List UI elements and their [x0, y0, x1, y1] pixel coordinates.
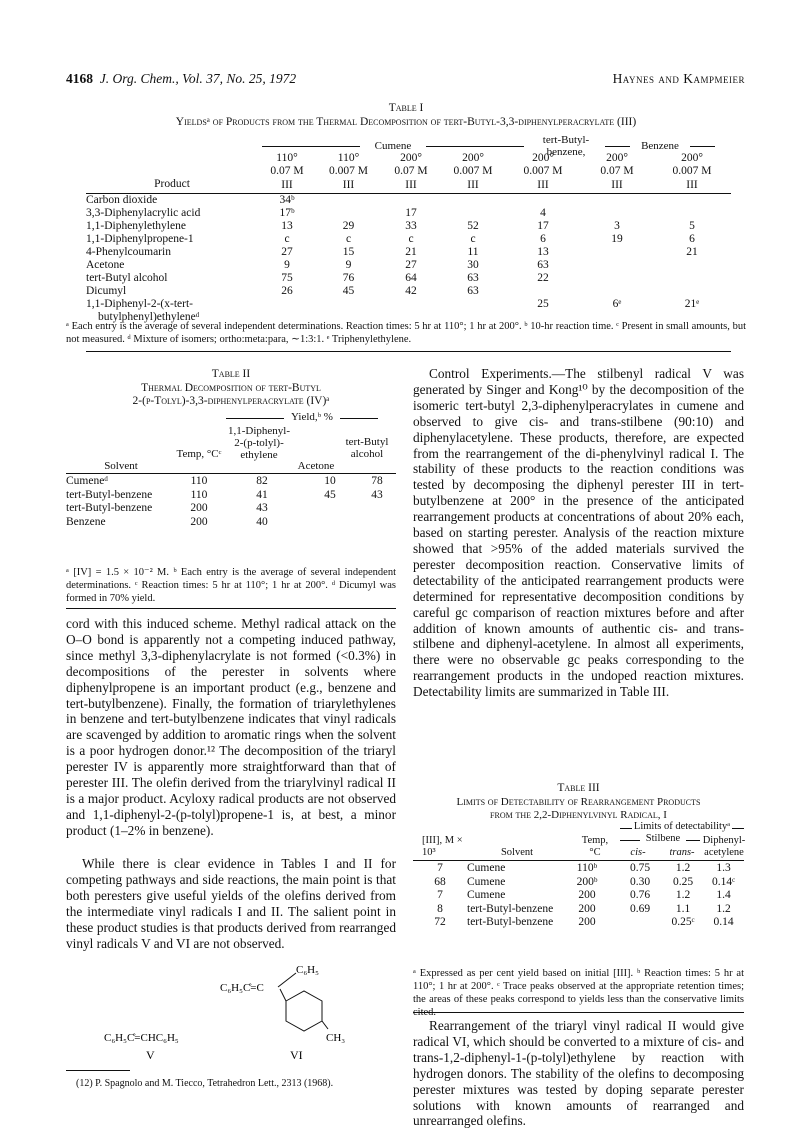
table2-h-dpe: 1,1-Diphenyl-2-(p-tolyl)-ethylene: [227, 425, 290, 461]
t1-conc: 0.007 M: [329, 165, 368, 177]
table-cell: 75: [281, 272, 293, 284]
table-row: [86, 246, 731, 259]
table-row: [86, 272, 731, 285]
right-paragraph-2: Rearrangement of the triaryl vinyl radical II would give radical VI, which should be converted to a mixture of cis- and trans-1,2-diphenyl-1-(p-tolyl)ethylene by reaction with hydrogen donors. The stability of the olefins to decomposing perester mixtures was tested by doping separate perester solutions with known amounts of rearranged and unrearranged olefins.: [413, 1018, 744, 1129]
page-number: 4168: [66, 71, 93, 86]
product-name: Dicumyl: [86, 285, 127, 297]
table-cell: 9: [284, 259, 290, 271]
t1-temp: 200°: [681, 152, 703, 164]
table-cell: [302, 502, 358, 516]
table-cell: [653, 207, 731, 220]
table2-h-temp: Temp, °Cᶜ: [176, 448, 222, 460]
table-cell: 0.25: [672, 875, 694, 888]
table-cell: 21: [405, 246, 417, 258]
table2-label: Table II: [211, 368, 251, 380]
table-cell: c: [345, 233, 352, 245]
table-cell: 200: [578, 902, 596, 915]
table-cell: 13: [537, 246, 549, 258]
table-cell: 1.4: [716, 889, 731, 901]
table-cell: 27: [281, 246, 293, 258]
table-cell: 63: [467, 285, 479, 297]
vi-benzene-ring: [286, 991, 322, 1031]
table-cell: 1.1: [675, 902, 691, 915]
right-paragraph-1: Control Experiments.—The stilbenyl radical V was generated by Singer and Kong¹⁰ by the decomposition of the isomeric tert-butyl 2,3-diphenylperacrylates in cumene and observed to give cis- and trans-stilbene (90:10) and diphenylacetylene. These products, therefore, are expected from the rearrangement of the di-phenylvinyl radical I. The stability of these products to the reaction conditions was tested by decomposing the diphenyl perester III in tert-butylbenzene at 200° in the presence of the anticipated rearrangement products at concentrations of about 20% each, based on starting perester. Analysis of the reaction mixture showed that >95% of the added materials survived the perester decomposition reaction. Conservative limits of detectability of the anticipated rearrangement products were determined for representative decomposition conditions by careful gc comparison of reaction mixtures before and after addition of known amounts of authentic cis- and trans-stilbene and diphenyl-acetylene. In almost all experiments, there were no observable gc peaks corresponding to the rearrangement products in the undoped reaction mixtures. Detectability limits are summarized in Table III.: [413, 366, 744, 700]
t1-sub: III: [537, 179, 549, 191]
table-cell: 7: [437, 889, 443, 901]
table-row: [86, 233, 731, 246]
table1-caption: Yieldsᵃ of Products from the Thermal Decomposition of tert-Butyl-3,3-diphenylperacrylate (III): [175, 116, 637, 128]
table-cell: Cumene: [467, 889, 506, 901]
table-row: [413, 916, 744, 930]
table2-caption-2: 2-(p-Tolyl)-3,3-diphenylperacrylate (IV)ᵃ: [132, 395, 330, 407]
t1-temp: 110°: [276, 152, 298, 164]
table-cell: 200: [190, 502, 208, 514]
table-row: [413, 889, 744, 903]
table-cell: 110ᵇ: [576, 862, 598, 874]
table2-header-rule: [66, 473, 396, 474]
table-cell: [441, 298, 505, 311]
table1-group-tbb: tert-Butyl- benzene,: [542, 134, 590, 158]
table-cell: 30: [467, 259, 479, 271]
table-cell: 45: [324, 488, 336, 501]
table-cell: 40: [256, 515, 268, 528]
table-row: [66, 489, 396, 503]
table-cell: 21ᵉ: [684, 298, 700, 310]
t1-sub: III: [405, 179, 417, 191]
table-cell: [505, 194, 581, 208]
t1-temp: 110°: [337, 152, 360, 164]
table-cell: 72: [434, 916, 446, 928]
product-name: butylphenyl)ethyleneᵈ: [98, 311, 200, 323]
table-cell: 43: [256, 502, 268, 514]
table-cell: 22: [537, 272, 549, 284]
table3-stilbene-head: Stilbene: [640, 833, 686, 844]
t1-conc: 0.007 M: [672, 165, 712, 177]
table-cell: tert-Butyl-benzene: [66, 502, 153, 514]
table-cell: [358, 516, 396, 530]
divider: [413, 1012, 744, 1013]
table-cell: 11: [467, 246, 479, 258]
table3: [413, 862, 744, 930]
table-cell: 1.2: [675, 862, 691, 874]
table-cell: 0.76: [629, 889, 651, 901]
table-cell: [581, 259, 653, 272]
table1-sub-row: [86, 178, 731, 194]
table-cell: 76: [342, 272, 355, 284]
table-cell: 4: [540, 207, 546, 219]
table-cell: 200: [578, 916, 596, 928]
t1-conc: 0.07 M: [270, 165, 304, 177]
table-cell: 3: [614, 220, 620, 232]
table3-footnote: ᵃ Expressed as per cent yield based on initial [III]. ᵇ Reaction times: 5 hr at 110°; 1 hr at 200°. ᶜ Trace peaks observed at the appropriate retention times; the areas of these peaks correspond to yields less than the conservative limits cited.: [413, 968, 744, 1018]
table-row: [413, 862, 744, 876]
t1-product-header: Product: [154, 178, 190, 190]
table2-h-solvent: Solvent: [104, 460, 138, 472]
t1-temp: 200°: [606, 152, 628, 164]
footnote-rule: [66, 1070, 130, 1071]
table-cell: 29: [342, 220, 355, 232]
table3-caption-2: from the 2,2-Diphenylvinyl Radical, I: [490, 809, 667, 821]
table-row: [86, 194, 731, 208]
vi-phenyl: C₆H₅: [296, 964, 319, 976]
journal-citation: J. Org. Chem., Vol. 37, No. 25, 1972: [99, 71, 297, 86]
product-name: 3,3-Diphenylacrylic acid: [86, 207, 201, 219]
table2-caption-1: Thermal Decomposition of tert-Butyl: [141, 382, 321, 394]
product-name: 4-Phenylcoumarin: [86, 246, 171, 258]
table-cell: 41: [256, 488, 268, 501]
table-cell: 200: [190, 515, 208, 528]
table-cell: 43: [371, 488, 383, 501]
table-cell: 64: [405, 272, 417, 284]
table2-h-tba: tert-Butyl alcohol: [345, 436, 389, 460]
table1-label: Table I: [388, 102, 424, 114]
table2-h-acetone: Acetone: [297, 460, 335, 472]
product-name: tert-Butyl alcohol: [86, 272, 168, 284]
t1-conc: 0.07 M: [394, 165, 428, 177]
table1-group-cumene: Cumene: [360, 140, 426, 152]
table3-h-dpa: Diphenyl-acetylene: [702, 835, 746, 858]
table-cell: 25: [537, 298, 549, 310]
table2-footnote: ᵃ [IV] = 1.5 × 10⁻² M. ᵇ Each entry is the average of several independent determinations. ᶜ Reaction times: 5 hr at 110°; 1 hr at 200°. ᵈ Dicumyl was formed in 70% yield.: [66, 567, 396, 604]
table-cell: [381, 194, 441, 208]
table-cell: c: [284, 233, 290, 245]
left-paragraph-1: cord with this induced scheme. Methyl radical attack on the O–O bond is apparently not a competing induced pathway, since methyl 3,3-diphenylacrylate is not formed (<0.3%) in decompositions of the perester in solvents where diphenylpropene is an important product (e.g., benzene and tert-butylbenzene). Finally, the formation of triarylethylenes in benzene and tert-butylbenzene indicates that vinyl radicals are scavenged by addition to aromatic rings when the solvent is a poor hydrogen donor.¹² The decomposition of the triaryl perester IV is apparently more straightforward than that of perester III. The olefin derived from the triarylvinyl radical II is a major product. Acyloxy radical products are not observed and 1,1-diphenyl-2-(p-tolyl)propene-1 is, at best, a minor product (1–2% in benzene).: [66, 616, 396, 838]
table-cell: 26: [281, 285, 293, 297]
table-cell: tert-Butyl-benzene: [66, 488, 153, 501]
table-cell: Benzene: [66, 515, 106, 528]
product-name: Carbon dioxide: [86, 194, 158, 206]
table-cell: [653, 194, 731, 208]
table-row: [413, 903, 744, 917]
table-row: [86, 285, 731, 298]
table-cell: c: [408, 233, 414, 245]
reference-12: (12) P. Spagnolo and M. Tiecco, Tetrahedron Lett., 2313 (1968).: [76, 1078, 334, 1089]
table-cell: tert-Butyl-benzene: [467, 902, 554, 915]
table-cell: 7: [437, 862, 443, 874]
vi-bond: [280, 989, 286, 1001]
table-cell: 110: [190, 475, 208, 487]
table-cell: 17: [405, 207, 417, 219]
table-row: [413, 876, 744, 890]
table-row: [86, 220, 731, 233]
table-cell: 68: [434, 875, 446, 888]
table-cell: Cumeneᵈ: [66, 475, 108, 487]
table-row: [86, 259, 731, 272]
table-cell: 0.25ᶜ: [671, 916, 695, 928]
vi-bond: [322, 1021, 328, 1029]
table-cell: 78: [371, 475, 383, 487]
table-cell: 0.14: [713, 916, 734, 928]
table-cell: [258, 298, 316, 311]
table-cell: 5: [689, 220, 695, 232]
table-row: [66, 516, 396, 530]
vi-label: VI: [290, 1048, 303, 1062]
table-cell: 1.2: [675, 889, 691, 901]
table3-h-conc: [III], M × 10³: [422, 835, 463, 858]
table-cell: tert-Butyl-benzene: [467, 916, 554, 928]
table-row: [86, 298, 731, 311]
table-cell: [581, 272, 653, 285]
t1-sub: III: [686, 179, 698, 191]
v-label: V: [146, 1048, 155, 1062]
t1-temp: 200°: [400, 152, 422, 164]
table-cell: 8: [437, 902, 443, 915]
table3-caption-1: Limits of Detectability of Rearrangement Products: [456, 796, 701, 808]
table2: [66, 475, 396, 529]
t1-conc: 0.07 M: [600, 165, 634, 177]
table-cell: 15: [342, 246, 355, 258]
t1-temp: 200°: [462, 152, 484, 164]
t1-temp: 200°: [532, 152, 554, 164]
table-cell: 6: [540, 233, 546, 245]
table-cell: [653, 272, 731, 285]
table-cell: 200: [578, 889, 596, 901]
table-cell: [302, 516, 358, 530]
table-cell: 9: [345, 259, 352, 271]
table3-h-cis: cis-: [630, 847, 646, 858]
table-cell: 17ᵇ: [279, 207, 295, 219]
table1-body: [86, 194, 731, 325]
t1-conc: 0.007 M: [453, 165, 493, 177]
table-cell: 110: [190, 488, 208, 501]
table3-h-solvent: Solvent: [500, 847, 534, 858]
table-cell: [581, 207, 653, 220]
table-cell: 13: [281, 220, 293, 232]
table-cell: [581, 246, 653, 259]
table-cell: 27: [405, 259, 417, 271]
table-cell: 0.69: [629, 902, 651, 915]
table-cell: [441, 194, 505, 208]
table3-body: [413, 862, 744, 930]
table-cell: 6: [689, 233, 695, 245]
table-cell: 42: [405, 285, 417, 297]
table-cell: 1.3: [716, 862, 731, 874]
table-cell: 17: [537, 220, 549, 232]
table-cell: [653, 259, 731, 272]
v-formula: C₆H₅C̊=CHC₆H₅: [104, 1032, 179, 1044]
table3-limits-head: Limits of detectabilityᵃ: [633, 821, 731, 832]
table1-group-benzene: Benzene: [630, 140, 690, 152]
table-cell: [617, 916, 663, 930]
divider: [66, 608, 396, 609]
table-cell: [581, 194, 653, 208]
structures-figure: [100, 955, 380, 1065]
table-cell: [358, 502, 396, 516]
product-name: 1,1-Diphenylethylene: [86, 220, 186, 232]
table1: [86, 152, 731, 324]
table-cell: 33: [405, 220, 417, 232]
table-row: [86, 207, 731, 220]
table-cell: 6ᵉ: [612, 298, 622, 310]
left-paragraph-2: While there is clear evidence in Tables I and II for competing pathways and side reactions, the main point is that both peresters give useful yields of the olefins derived from the intermediate vinyl radicals I and II. The salient point in these product studies is that products derived from rearranged vinyl radicals V and VI are not observed.: [66, 856, 396, 951]
table-cell: [581, 285, 653, 298]
table-cell: [505, 285, 581, 298]
table2-yield-head: Yield,ᵇ %: [284, 411, 340, 423]
table1-conc-row: [86, 165, 731, 178]
table3-header-rule: [413, 860, 744, 861]
vi-left-formula: C₆H₅C̊=C: [220, 982, 264, 994]
product-name: 1,1-Diphenylpropene-1: [86, 233, 194, 245]
table-cell: 82: [256, 475, 268, 487]
table-cell: Cumene: [467, 875, 506, 888]
table-cell: 0.14ᶜ: [711, 875, 736, 888]
table-cell: 1.2: [716, 902, 731, 915]
t1-sub: III: [611, 179, 623, 191]
table-cell: [441, 207, 505, 220]
table-cell: 45: [342, 285, 355, 297]
table-cell: 63: [537, 259, 549, 271]
table-cell: [316, 207, 381, 220]
table-row: [66, 475, 396, 489]
table-cell: 52: [467, 220, 479, 232]
table-cell: c: [470, 233, 476, 245]
table-cell: [316, 298, 381, 311]
t1-sub: III: [281, 179, 293, 191]
t1-sub: III: [467, 179, 479, 191]
vi-bond: [278, 973, 296, 987]
table-row: [66, 502, 396, 516]
table2-body: [66, 475, 396, 529]
table3-h-temp: Temp, °C: [581, 835, 609, 858]
table-cell: 0.30: [629, 875, 651, 888]
table-cell: [381, 298, 441, 311]
t1-conc: 0.007 M: [523, 165, 563, 177]
table-cell: 10: [324, 475, 336, 487]
product-name: Acetone: [86, 259, 125, 271]
table-cell: [316, 194, 381, 208]
table1-footnote: ᵃ Each entry is the average of several independent determinations. Reaction times: 5 hr at 110°; 1 hr at 200°. ᵇ 10-hr reaction time. ᶜ Present in small amounts, but not measured. ᵈ Mixture of isomers; ortho:meta:para, ∼1:3:1. ᵉ Triphenylethylene.: [66, 321, 746, 345]
table-cell: [653, 285, 731, 298]
table-cell: Cumene: [467, 862, 506, 874]
divider: [86, 351, 731, 352]
table1-temp-row: [86, 152, 731, 165]
table-cell: 19: [611, 233, 623, 245]
table-cell: 63: [467, 272, 479, 284]
authors: Haynes and Kampmeier: [612, 71, 745, 86]
table-cell: 200ᵇ: [576, 875, 598, 888]
product-name: 1,1-Diphenyl-2-(x-tert-: [86, 298, 193, 310]
t1-sub: III: [342, 179, 355, 191]
vi-methyl: CH₃: [326, 1032, 346, 1044]
table3-h-trans: trans-: [669, 847, 695, 858]
table-cell: 0.75: [629, 862, 651, 874]
table3-label: Table III: [557, 782, 600, 794]
table-cell: 34ᵇ: [279, 194, 295, 206]
table-cell: 21: [686, 246, 698, 258]
